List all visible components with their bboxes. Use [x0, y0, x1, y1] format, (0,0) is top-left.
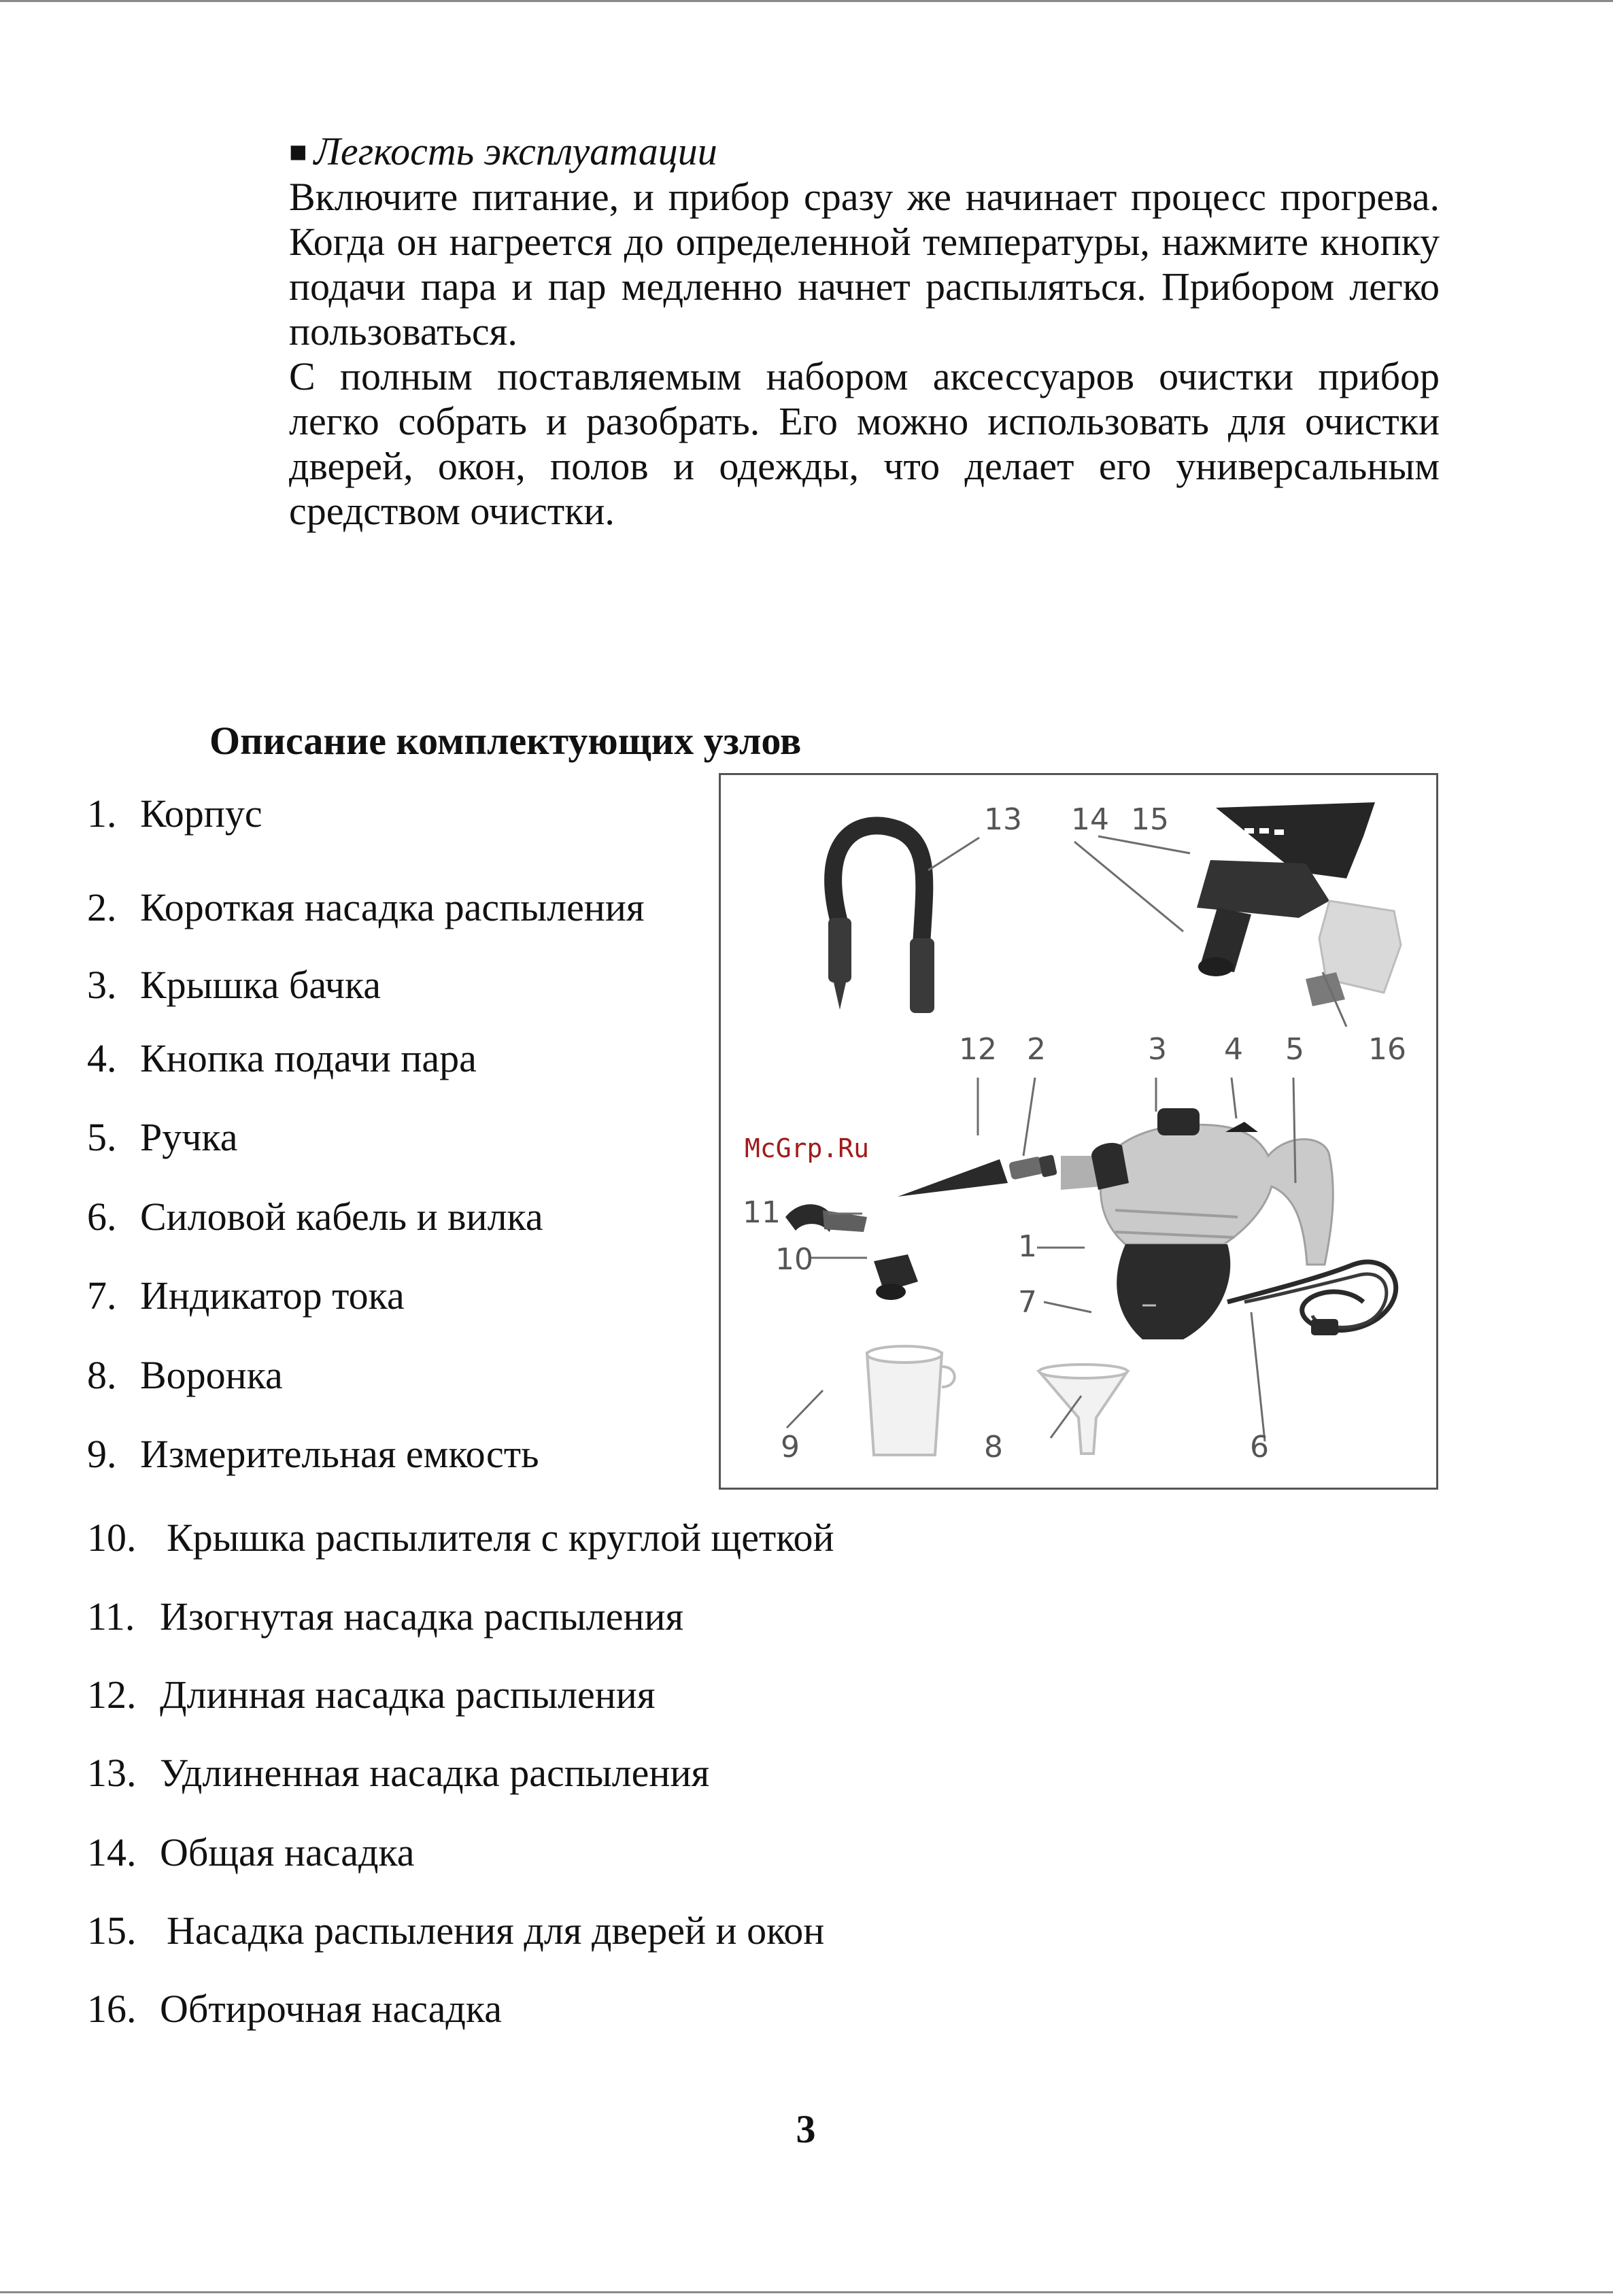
callout-9: 9: [781, 1430, 800, 1464]
intro-paragraph-2: С полным поставляемым набором аксессуаров очистки прибор легко собрать и разобрать. Его можно использовать для очистки дверей, окон, полов и одежды, что делает его универсальным средством очистки.: [289, 354, 1440, 533]
callout-15: 15: [1131, 802, 1169, 837]
list-item: [87, 1515, 834, 1560]
page-number: 3: [796, 2107, 816, 2151]
curved-nozzle-illustration: [785, 1204, 867, 1232]
extension-hose-illustration: [828, 825, 934, 1013]
part-number: 11.: [87, 1594, 135, 1639]
list-item: [87, 791, 262, 836]
part-number: 9.: [87, 1432, 117, 1476]
list-item: [87, 1751, 710, 1796]
part-number: 7.: [87, 1273, 117, 1318]
part-number: 14.: [87, 1830, 137, 1874]
list-item: [87, 1830, 415, 1875]
part-label: Силовой кабель и вилка: [140, 1195, 543, 1239]
top-rule: [0, 0, 1613, 2]
part-label: Кнопка подачи пара: [140, 1036, 477, 1080]
part-label: Насадка распыления для дверей и окон: [167, 1908, 825, 1953]
steam-cleaner-illustration: [1061, 1108, 1333, 1339]
list-item: [87, 963, 381, 1008]
callout-7: 7: [1018, 1285, 1037, 1320]
list-item: [87, 1115, 238, 1160]
part-number: 12.: [87, 1673, 137, 1717]
part-number: 3.: [87, 963, 117, 1007]
callout-1: 1: [1018, 1229, 1037, 1264]
funnel-illustration: [1039, 1365, 1127, 1454]
cleaning-cloth-illustration: [1306, 901, 1401, 1006]
measuring-cup-illustration: [867, 1346, 955, 1455]
list-item: [87, 1594, 684, 1639]
callout-4: 4: [1224, 1032, 1243, 1067]
feature-title: Легкость эксплуатации: [313, 129, 717, 173]
list-item: [87, 1036, 477, 1081]
square-bullet-icon: ■: [289, 135, 307, 169]
parts-diagram-drawing: [721, 775, 1436, 1488]
callout-13: 13: [984, 802, 1022, 837]
callout-14: 14: [1071, 802, 1109, 837]
part-number: 13.: [87, 1751, 137, 1795]
list-item: [87, 1432, 539, 1477]
list-item: [87, 1908, 825, 1953]
part-number: 4.: [87, 1036, 117, 1080]
list-item: [87, 1273, 405, 1318]
part-label: Крышка бачка: [140, 963, 381, 1007]
part-label: Короткая насадка распыления: [140, 885, 645, 929]
part-label: Воронка: [140, 1353, 283, 1397]
part-number: 5.: [87, 1115, 117, 1159]
bottom-rule: [0, 2291, 1613, 2293]
part-number: 6.: [87, 1195, 117, 1239]
list-item: [87, 885, 645, 930]
intro-paragraph-1: Включите питание, и прибор сразу же начинает процесс прогрева. Когда он нагреется до определенной температуры, нажмите кнопку подачи пара и пар медленно начнет распыляться. Прибором легко пользоваться.: [289, 175, 1440, 354]
long-nozzle-illustration: [898, 1159, 1008, 1197]
part-label: Удлиненная насадка распыления: [160, 1751, 710, 1795]
callout-6: 6: [1250, 1430, 1269, 1464]
part-label: Общая насадка: [160, 1830, 415, 1874]
part-label: Корпус: [140, 791, 262, 836]
list-item: [87, 1673, 656, 1717]
short-nozzle-illustration: [1008, 1154, 1057, 1180]
feature-heading: [289, 129, 1440, 175]
parts-diagram: [719, 773, 1438, 1490]
general-nozzle-illustration: [1197, 860, 1329, 976]
list-item: [87, 1987, 502, 2032]
list-item: [87, 1353, 283, 1398]
part-number: 2.: [87, 885, 117, 929]
callout-16: 16: [1368, 1032, 1406, 1067]
watermark: McGrp.Ru: [745, 1133, 870, 1163]
section-title: Описание комплектующих узлов: [209, 719, 802, 763]
part-label: Длинная насадка распыления: [160, 1673, 656, 1717]
part-label: Крышка распылителя с круглой щеткой: [167, 1515, 834, 1560]
part-label: Индикатор тока: [140, 1273, 405, 1318]
callout-8: 8: [984, 1430, 1003, 1464]
part-label: Изогнутая насадка распыления: [160, 1594, 684, 1639]
part-number: 8.: [87, 1353, 117, 1397]
callout-12: 12: [959, 1032, 997, 1067]
part-label: Измерительная емкость: [140, 1432, 539, 1476]
part-number: 10.: [87, 1515, 137, 1560]
list-item: [87, 1195, 543, 1239]
intro-block: [289, 129, 1440, 534]
part-label: Обтирочная насадка: [160, 1987, 502, 2031]
part-number: 1.: [87, 791, 117, 836]
part-label: Ручка: [140, 1115, 238, 1159]
round-brush-illustration: [874, 1254, 918, 1300]
callout-10: 10: [775, 1242, 813, 1277]
callout-11: 11: [743, 1195, 781, 1230]
callout-5: 5: [1285, 1032, 1304, 1067]
callout-2: 2: [1027, 1032, 1046, 1067]
part-number: 15.: [87, 1908, 137, 1953]
part-number: 16.: [87, 1987, 137, 2031]
callout-3: 3: [1148, 1032, 1167, 1067]
